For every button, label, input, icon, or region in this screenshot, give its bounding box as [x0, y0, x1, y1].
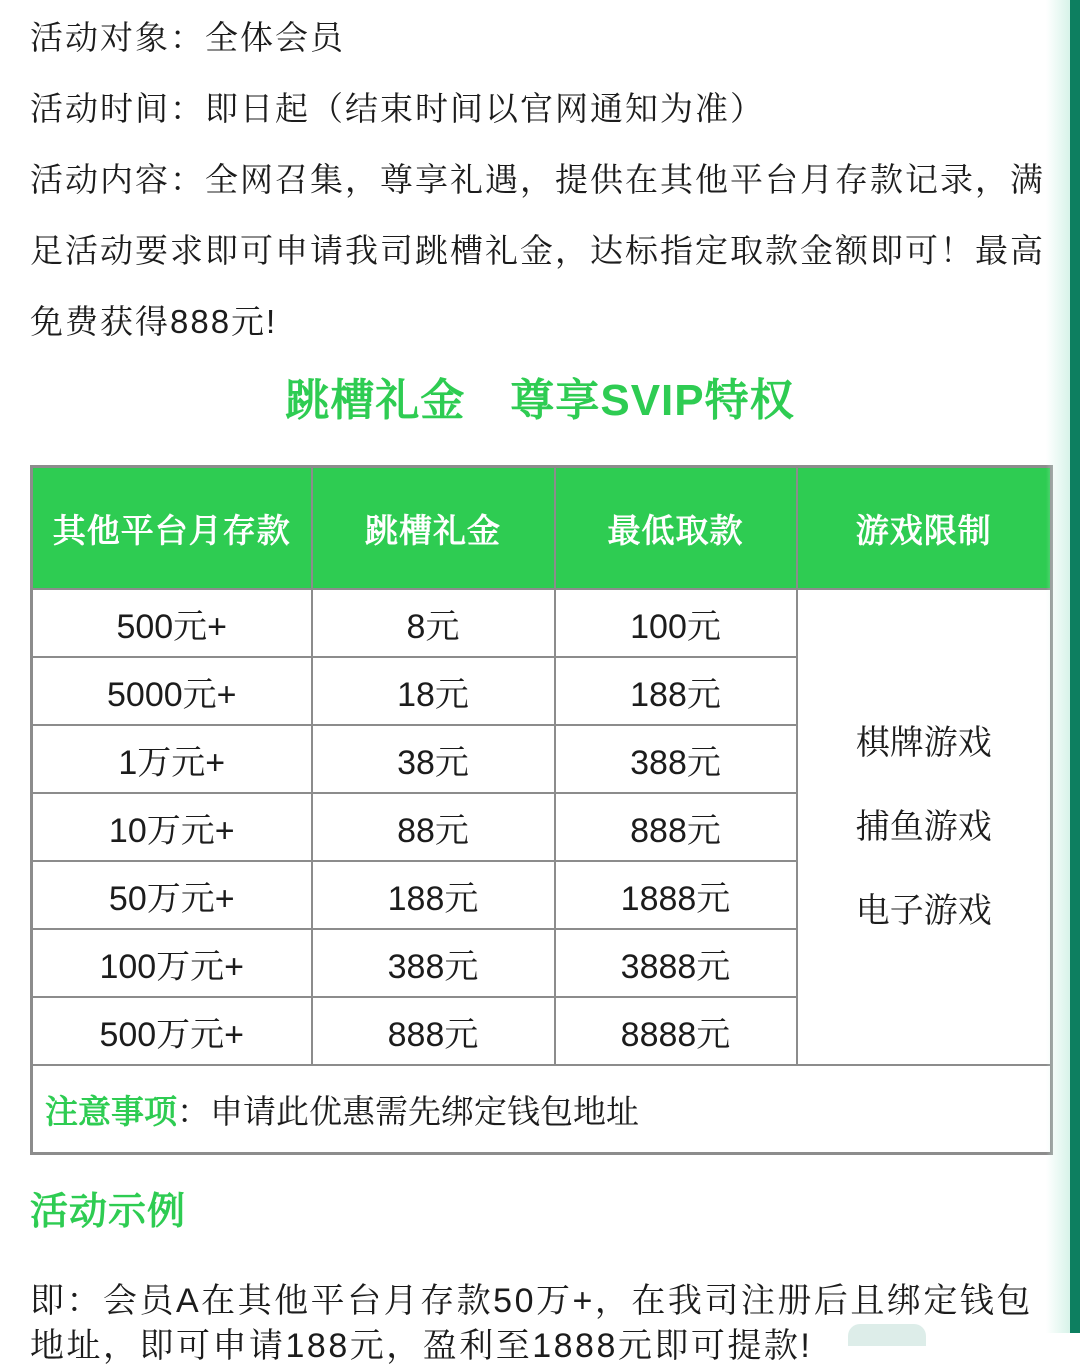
- table-cell: 188元: [312, 861, 555, 929]
- note-label: 注意事项: [45, 1092, 177, 1130]
- intro-section: [30, 2, 1050, 357]
- intro-paragraph-content: 活动内容：全网召集，尊享礼遇，提供在其他平台月存款记录，满足活动要求即可申请我司跳槽礼金，达标指定取款金额即可！最高免费获得888元!: [30, 161, 1045, 340]
- table-cell: 10万元+: [32, 793, 312, 861]
- game-restriction-item: 捕鱼游戏: [855, 808, 992, 846]
- header-cell-deposit: 其他平台月存款: [32, 467, 312, 590]
- table-cell: 1万元+: [32, 725, 312, 793]
- table-cell: 888元: [555, 793, 797, 861]
- table-cell: 50万元+: [32, 861, 312, 929]
- table-cell: 5000元+: [32, 657, 312, 725]
- table-cell: 388元: [312, 929, 555, 997]
- intro-paragraph-target: 活动对象：全体会员: [30, 19, 345, 56]
- header-cell-min-withdraw: 最低取款: [555, 467, 797, 590]
- table-cell: 18元: [312, 657, 555, 725]
- table-cell: 88元: [312, 793, 555, 861]
- table-row: [32, 589, 1052, 657]
- game-restrictions-cell: [797, 589, 1052, 1065]
- table-cell: 388元: [555, 725, 797, 793]
- example-paragraph: 即：会员A在其他平台月存款50万+，在我司注册后且绑定钱包地址，即可申请188元，盈利至1888元即可提款!: [30, 1282, 1033, 1365]
- table-cell: 500万元+: [32, 997, 312, 1065]
- table-cell: 100元: [555, 589, 797, 657]
- table-cell: 8888元: [555, 997, 797, 1065]
- table-cell: 1888元: [555, 861, 797, 929]
- table-cell: 500元+: [32, 589, 312, 657]
- header-cell-bonus: 跳槽礼金: [312, 467, 555, 590]
- floating-button-partial[interactable]: [848, 1324, 926, 1346]
- offers-table: [30, 465, 1053, 1155]
- table-cell: 100万元+: [32, 929, 312, 997]
- table-cell: 8元: [312, 589, 555, 657]
- table-header-row: [32, 467, 1052, 590]
- note-text: ：申请此优惠需先绑定钱包地址: [177, 1092, 639, 1130]
- game-restriction-item: 电子游戏: [855, 892, 992, 930]
- page-edge-stripe: [1070, 0, 1080, 1333]
- header-cell-game-limit: 游戏限制: [797, 467, 1052, 590]
- game-restriction-item: 棋牌游戏: [855, 724, 992, 762]
- note-row: [32, 1065, 1052, 1154]
- promo-title: 跳槽礼金 尊享SVIP特权: [285, 376, 795, 425]
- table-cell: 888元: [312, 997, 555, 1065]
- example-heading: 活动示例: [30, 1191, 187, 1233]
- table-cell: 188元: [555, 657, 797, 725]
- table-cell: 38元: [312, 725, 555, 793]
- table-cell: 3888元: [555, 929, 797, 997]
- intro-paragraph-time: 活动时间：即日起（结束时间以官网通知为准）: [30, 90, 765, 127]
- note-cell: [32, 1065, 1052, 1154]
